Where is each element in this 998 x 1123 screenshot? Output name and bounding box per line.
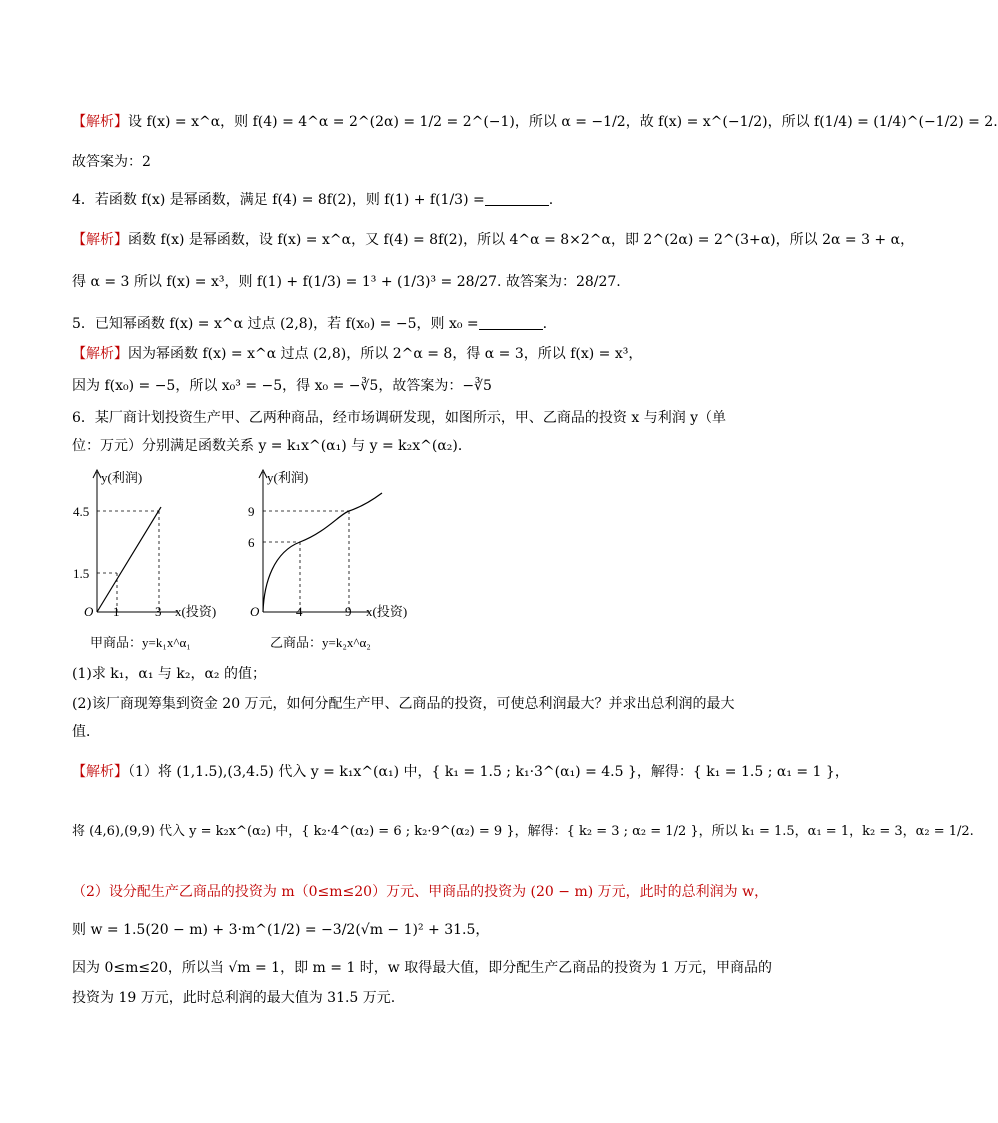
solution-tag: 【解析】 [72, 346, 128, 362]
solution-text: 函数 f(x) 是幂函数，设 f(x) = x^α，又 f(4) = 8f(2)，所以 4^α = 8×2^α，即 2^(2α) = 2^(3+α)，所以 2α = 3 + α， [128, 232, 915, 248]
solution-text: 因为幂函数 f(x) = x^α 过点 (2,8)，所以 2^α = 8，得 α = 3，所以 f(x) = x³， [128, 346, 643, 362]
solution-line-1 [72, 112, 998, 132]
solution-tag: 【解析】 [72, 232, 128, 248]
part-2-line-1: (2)该厂商现筹集到资金 20 万元，如何分配生产甲、乙商品的投资，可使总利润最大？并求出总利润的最大 [72, 696, 735, 712]
question-5: 5．已知幂函数 f(x) = x^α 过点 (2,8)，若 f(x₀) = −5，则 x₀ = . [72, 316, 548, 332]
x-axis-label: x(投资) [175, 604, 217, 619]
y-tick-high: 4.5 [73, 504, 90, 519]
x-tick-2: 9 [345, 604, 352, 619]
part-2-line-2: 值． [72, 724, 100, 740]
graph-a-caption: 甲商品：y=k₁x^α₁ [90, 635, 191, 650]
answer-line: 故答案为：2 [72, 154, 151, 170]
y-axis-label: y(利润) [101, 470, 143, 485]
origin-label: O [84, 604, 94, 619]
x-tick-1: 4 [296, 604, 303, 619]
graph-product-a [70, 460, 240, 630]
question-5-text: 5．已知幂函数 f(x) = x^α 过点 (2,8)，若 f(x₀) = −5，则 x₀ = [72, 316, 479, 332]
solution-5-line-2: 因为 f(x₀) = −5，所以 x₀³ = −5，得 x₀ = −∛5，故答案为：−∛5 [72, 378, 492, 394]
origin-label: O [250, 604, 260, 619]
solution-5-line-1 [72, 344, 642, 364]
solution-text: （1）将 (1,1.5),(3,4.5) 代入 y = k₁x^(α₁) 中，{ k₁ = 1.5 ; k₁·3^(α₁) = 4.5 }，解得：{ k₁ = 1.5 ; α₁ = 1 }， [128, 764, 849, 780]
part-1: (1)求 k₁，α₁ 与 k₂，α₂ 的值； [72, 666, 266, 682]
solution-tag: 【解析】 [72, 114, 128, 130]
question-6-line-2: 位：万元）分别满足函数关系 y = k₁x^(α₁) 与 y = k₂x^(α₂)． [72, 438, 472, 454]
x-axis-label: x(投资) [366, 604, 408, 619]
x-tick-1: 1 [113, 604, 120, 619]
solution-6-part-2-line-1: （2）设分配生产乙商品的投资为 m（0≤m≤20）万元、甲商品的投资为 (20 − m) 万元，此时的总利润为 w， [72, 884, 769, 900]
y-tick-low: 1.5 [73, 566, 90, 581]
solution-6-part-2-line-3: 因为 0≤m≤20，所以当 √m = 1，即 m = 1 时，w 取得最大值，即分配生产乙商品的投资为 1 万元，甲商品的 [72, 960, 773, 976]
y-tick-high: 9 [248, 504, 255, 519]
solution-6-line-2: 将 (4,6),(9,9) 代入 y = k₂x^(α₂) 中，{ k₂·4^(α₂) = 6 ; k₂·9^(α₂) = 9 }，解得：{ k₂ = 3 ; α₂ = 1/2 }，所以 k₁ = 1.5，α₁ = 1，k₂ = 3，α₂ = 1/2. [72, 824, 974, 839]
solution-4-line-1 [72, 230, 914, 250]
line-series [97, 507, 161, 612]
solution-4-line-2: 得 α = 3 所以 f(x) = x³，则 f(1) + f(1/3) = 1³ + (1/3)³ = 28/27. 故答案为：28/27. [72, 274, 621, 290]
solution-6-part-2-line-2: 则 w = 1.5(20 − m) + 3·m^(1/2) = −3/2(√m − 1)² + 31.5， [72, 922, 490, 938]
graph-product-b [240, 460, 430, 630]
question-6-line-1: 6．某厂商计划投资生产甲、乙两种商品，经市场调研发现，如图所示，甲、乙商品的投资 x 与利润 y（单 [72, 410, 727, 426]
solution-6-part-2-line-4: 投资为 19 万元，此时总利润的最大值为 31.5 万元. [72, 990, 396, 1006]
answer-blank [479, 315, 543, 330]
solution-text: 设 f(x) = x^α，则 f(4) = 4^α = 2^(2α) = 1/2 = 2^(−1)，所以 α = −1/2，故 f(x) = x^(−1/2)，所以 f(1/4) = (1/4)^(−1/2) = 2. [128, 114, 998, 130]
y-tick-low: 6 [248, 535, 255, 550]
question-4-text: 4．若函数 f(x) 是幂函数，满足 f(4) = 8f(2)，则 f(1) + f(1/3) = [72, 192, 485, 208]
y-axis-label: y(利润) [267, 470, 309, 485]
curve-series [263, 493, 382, 612]
answer-blank [485, 191, 549, 206]
solution-6-line-1 [72, 762, 849, 782]
question-4: 4．若函数 f(x) 是幂函数，满足 f(4) = 8f(2)，则 f(1) + f(1/3) = . [72, 192, 554, 208]
x-tick-2: 3 [155, 604, 162, 619]
solution-tag: 【解析】 [72, 764, 128, 780]
graph-b-caption: 乙商品：y=k₂x^α₂ [270, 635, 371, 650]
